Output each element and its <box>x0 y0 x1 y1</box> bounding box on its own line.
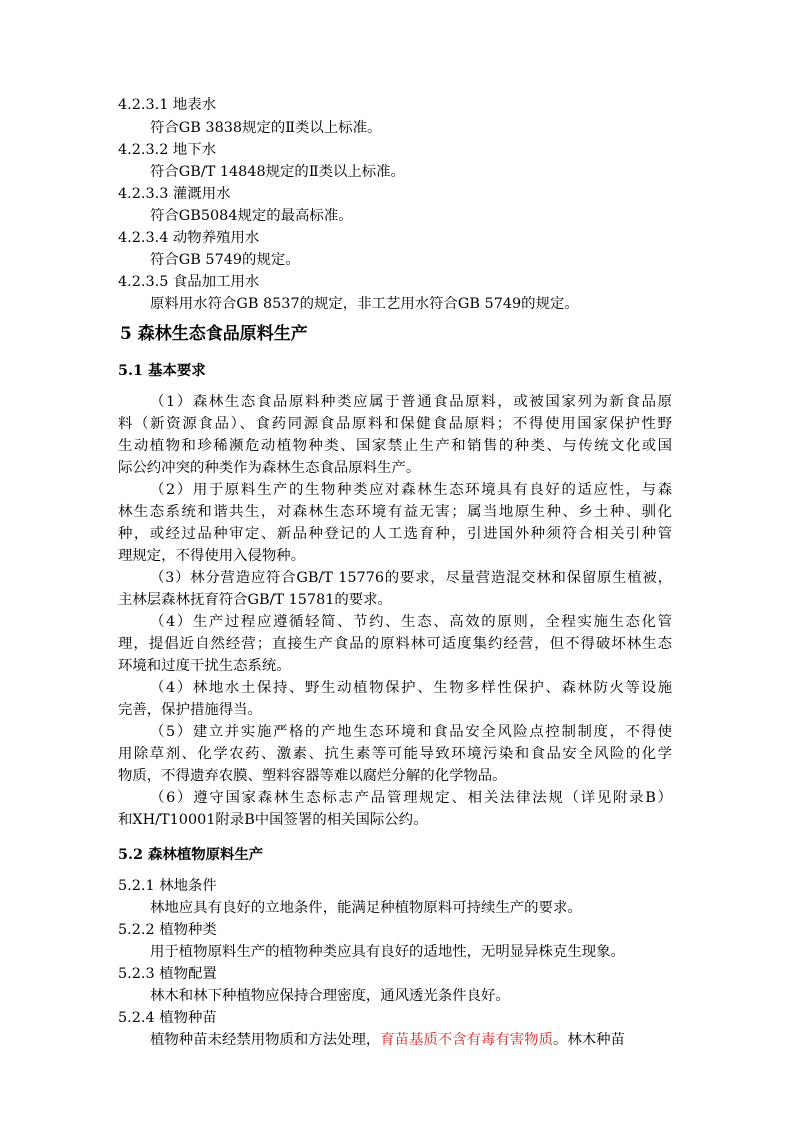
p4-line-3: 环境和过度干扰生态系统。 <box>118 658 291 674</box>
p3-line-1: （3）林分营造应符合GB/T 15776的要求，尽量营造混交林和保留原生植被， <box>150 570 672 586</box>
p2-line-4: 理规定，不得使用入侵物种。 <box>118 548 306 564</box>
clause-4-2-3-2-heading: 4.2.3.2 地下水 <box>118 142 217 158</box>
clause-5-2-3-heading: 5.2.3 植物配置 <box>118 966 217 982</box>
clause-4-2-3-4-heading: 4.2.3.4 动物养殖用水 <box>118 230 260 246</box>
section-5-2-title: 5.2 森林植物原料生产 <box>118 846 264 863</box>
clause-4-2-3-5-text: 原料用水符合GB 8537的规定，非工艺用水符合GB 5749的规定。 <box>150 296 579 312</box>
clause-4-2-3-3-text: 符合GB5084规定的最高标准。 <box>150 208 353 224</box>
p1-line-4: 际公约冲突的种类作为森林生态食品原料生产。 <box>118 460 421 476</box>
clause-4-2-3-1-heading: 4.2.3.1 地表水 <box>118 97 217 113</box>
p4-line-2: 理，提倡近自然经营；直接生产食品的原料林可适度集约经营，但不得破坏林生态 <box>118 636 672 652</box>
p6-line-2: 用除草剂、化学农药、激素、抗生素等可能导致环境污染和食品安全风险的化学 <box>118 746 672 762</box>
clause-5-2-4-text-highlight: 育苗基质不含有毒有害物质 <box>380 1032 553 1048</box>
clause-5-2-4-heading: 5.2.4 植物种苗 <box>118 1010 217 1026</box>
p6-line-3: 物质，不得遗弃农膜、塑料容器等难以腐烂分解的化学物品。 <box>118 768 507 784</box>
p2-line-3: 种，或经过品种审定、新品种登记的人工选育种，引进国外种须符合相关引种管 <box>118 526 672 542</box>
p7-line-2: 和XH/T10001附录B中国签署的相关国际公约。 <box>118 812 428 828</box>
clause-4-2-3-4-text: 符合GB 5749的规定。 <box>150 252 300 268</box>
p1-line-1: （1）森林生态食品原料种类应属于普通食品原料，或被国家列为新食品原 <box>150 394 672 410</box>
p3-line-2: 主林层森林抚育符合GB/T 15781的要求。 <box>118 592 392 608</box>
p2-line-1: （2）用于原料生产的生物种类应对森林生态环境具有良好的适应性，与森 <box>150 482 672 498</box>
clause-4-2-3-1-text: 符合GB 3838规定的Ⅱ类以上标准。 <box>150 120 382 136</box>
p6-line-1: （5）建立并实施严格的产地生态环境和食品安全风险点控制制度，不得使 <box>150 724 672 740</box>
p5-line-2: 完善，保护措施得当。 <box>118 702 262 718</box>
clause-4-2-3-2-text: 符合GB/T 14848规定的Ⅱ类以上标准。 <box>150 164 405 180</box>
p5-line-1: （4）林地水土保持、野生动植物保护、生物多样性保护、森林防火等设施 <box>150 680 672 696</box>
clause-5-2-2-text: 用于植物原料生产的植物种类应具有良好的适地性，无明显异株克生现象。 <box>150 944 625 960</box>
clause-5-2-4-text-before: 植物种苗未经禁用物质和方法处理， <box>150 1032 381 1048</box>
p1-line-2: 料（新资源食品）、食药同源食品原料和保健食品原料；不得使用国家保护性野 <box>118 416 672 432</box>
p1-line-3: 生动植物和珍稀濒危动植物种类、国家禁止生产和销售的种类、与传统文化或国 <box>118 438 672 454</box>
p2-line-2: 林生态系统和谐共生，对森林生态环境有益无害；属当地原生种、乡土种、驯化 <box>118 504 672 520</box>
p7-line-1: （6）遵守国家森林生态标志产品管理规定、相关法律法规（详见附录B） <box>150 790 672 806</box>
section-5-1-title: 5.1 基本要求 <box>118 362 206 379</box>
clause-5-2-1-heading: 5.2.1 林地条件 <box>118 878 217 894</box>
clause-4-2-3-3-heading: 4.2.3.3 灌溉用水 <box>118 186 231 202</box>
clause-5-2-2-heading: 5.2.2 植物种类 <box>118 922 217 938</box>
clause-5-2-4-text <box>150 1030 625 1051</box>
section-5-title: 5 森林生态食品原料生产 <box>120 324 308 344</box>
p4-line-1: （4）生产过程应遵循轻简、节约、生态、高效的原则，全程实施生态化管 <box>150 614 672 630</box>
clause-5-2-1-text: 林地应具有良好的立地条件，能满足种植物原料可持续生产的要求。 <box>150 900 582 916</box>
clause-5-2-3-text: 林木和林下种植物应保持合理密度，通风透光条件良好。 <box>150 988 510 1004</box>
clause-4-2-3-5-heading: 4.2.3.5 食品加工用水 <box>118 274 260 290</box>
clause-5-2-4-text-after: 。林木种苗 <box>552 1032 625 1048</box>
